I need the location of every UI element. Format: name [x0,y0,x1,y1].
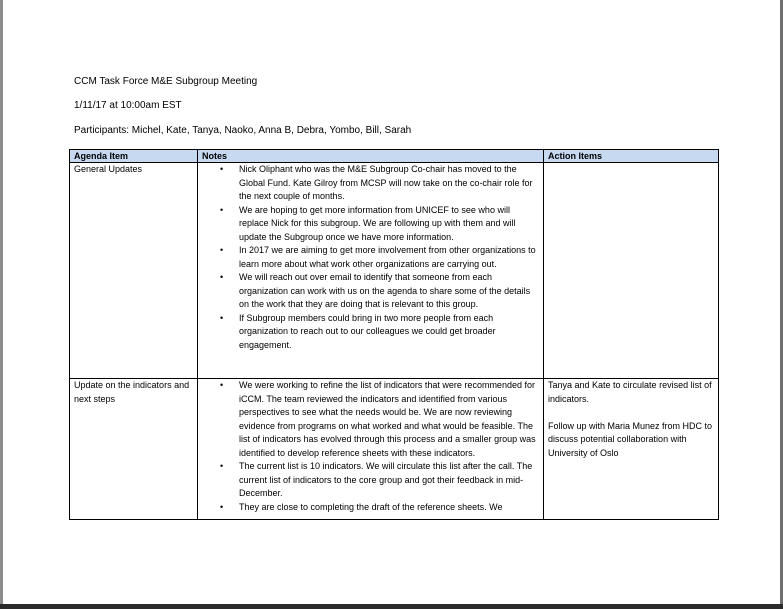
column-header-notes: Notes [198,150,544,163]
action-items-cell [544,163,719,379]
agenda-item-label: General Updates [74,164,143,174]
notes-cell [198,163,544,379]
note-item [220,501,539,515]
note-text: The current list is 10 indicators. We will circulate this list after the call. The current list of indicators to the core group and got their feedback in mid-December. [239,461,533,498]
action-items-cell [544,379,719,520]
document-title: CCM Task Force M&E Subgroup Meeting [74,76,258,87]
window-bottom-bar [0,604,783,609]
note-item [220,163,539,204]
action-item: Follow up with Maria Munez from HDC to discuss potential collaboration with University of Oslo [548,420,713,458]
notes-cell [198,379,544,520]
agenda-item-label: Update on the indicators and next steps [74,380,190,404]
action-item: Tanya and Kate to circulate revised list of indicators. [548,380,712,404]
note-text: We were working to refine the list of indicators that were recommended for iCCM. The team reviewed the indicators and identified from various perspectives to see what the needs would be. We are now reviewing evidence from programs on what worked and what would be feasible. The list of indicators has evolved through this process and a smaller group was identified to develop reference sheets with these indicators. [239,380,536,458]
bullet-icon: • [220,204,224,215]
note-item [220,204,539,245]
agenda-table [69,149,719,520]
note-text: Nick Oliphant who was the M&E Subgroup Co-chair has moved to the Global Fund. Kate Gilroy from MCSP will now take on the co-chair role for the next couple of months. [239,164,533,201]
bullet-icon: • [220,461,224,471]
table-row [70,163,719,379]
note-item [220,244,539,271]
bullet-icon: • [220,312,224,323]
note-text: In 2017 we are aiming to get more involvement from other organizations to learn more about what work other organizations are carrying out. [239,245,536,269]
note-item [220,312,539,353]
bullet-icon: • [220,164,224,174]
note-item [220,379,539,460]
meeting-date: 1/11/17 at 10:00am EST [74,100,182,111]
note-item [220,271,539,312]
table-row [70,379,719,520]
document-page [3,0,780,604]
bullet-icon: • [220,501,224,512]
bullet-icon: • [220,272,224,282]
notes-clip [202,379,539,519]
note-item [220,460,539,501]
agenda-item-cell [70,163,198,379]
note-text: We are hoping to get more information from UNICEF to see who will replace Nick for this subgroup. We are following up with them and will update the Subgroup once we have more information. [239,204,516,242]
notes-list [202,163,539,352]
note-text: We will reach out over email to identify that someone from each organization can work with us on the agenda to share some of the details on the work that they are doing that is relevant to this group. [239,272,531,309]
bullet-icon: • [220,380,224,390]
participants-line: Participants: Michel, Kate, Tanya, Naoko, Anna B, Debra, Yombo, Bill, Sarah [74,125,412,136]
note-text: They are close to completing the draft of the reference sheets. We [239,501,503,512]
table-header-row [70,150,719,163]
bullet-icon: • [220,245,224,255]
column-header-agenda-item: Agenda Item [70,150,198,163]
column-header-action-items: Action Items [544,150,719,163]
agenda-item-cell [70,379,198,520]
notes-list [202,379,539,514]
note-text: If Subgroup members could bring in two more people from each organization to reach out to our colleagues we could get broader engagement. [239,312,496,350]
